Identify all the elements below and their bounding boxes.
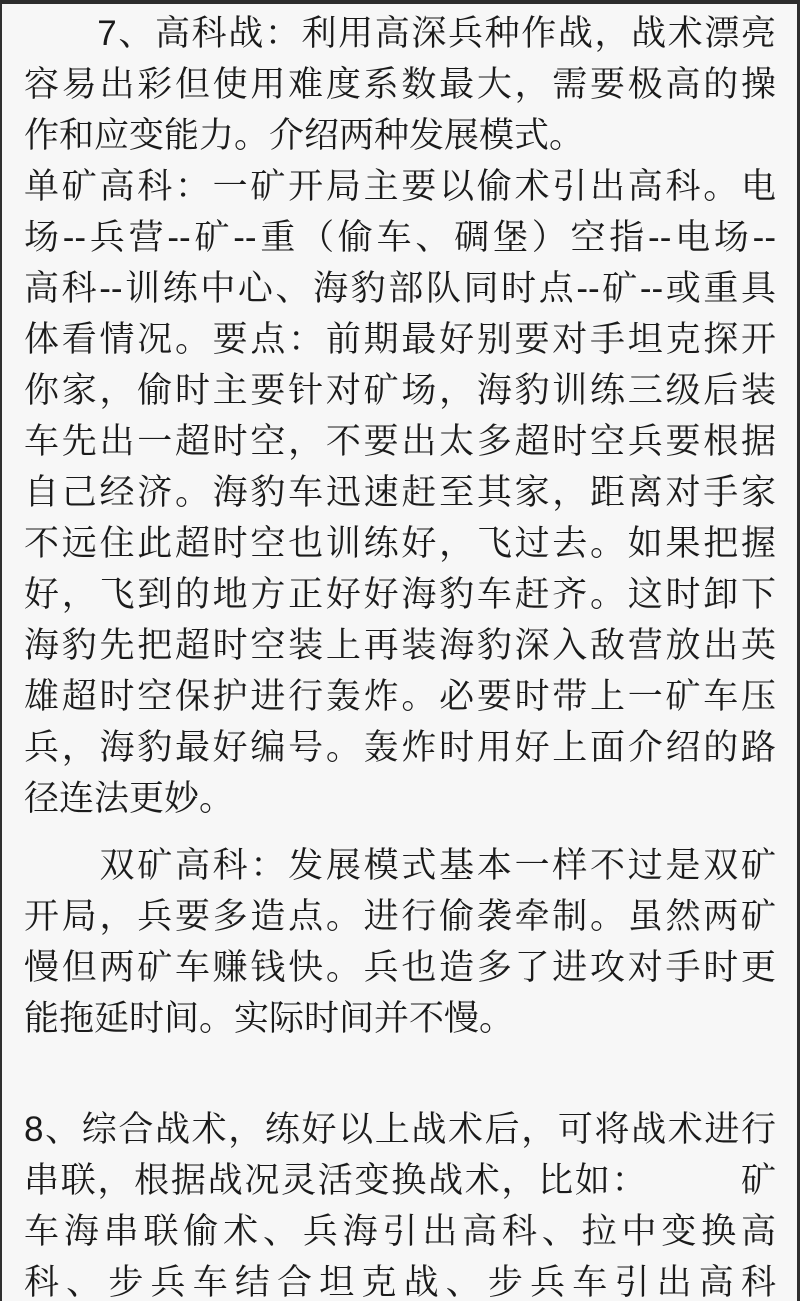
text-line: 雄超时空保护进行轰炸。必要时带上一矿车压: [24, 677, 776, 716]
paragraph-high-tech-intro: [24, 8, 776, 161]
text-line: 不远住此超时空也训练好，飞过去。如果把握: [24, 524, 776, 563]
text-line: 你家，偷时主要针对矿场，海豹训练三级后装: [24, 371, 776, 410]
text-line: 高科--训练中心、海豹部队同时点--矿--或重具: [24, 269, 776, 308]
text-line: 径连法更妙。: [24, 779, 235, 818]
text-line: 科、步兵车结合坦克战、步兵车引出高科: [24, 1263, 776, 1301]
text-line: 车先出一超时空，不要出太多超时空兵要根据: [24, 422, 776, 461]
text-line: 兵，海豹最好编号。轰炸时用好上面介绍的路: [24, 728, 776, 767]
paragraph-single-ore-high-tech: [24, 161, 776, 824]
text-line: 车海串联偷术、兵海引出高科、拉中变换高: [24, 1212, 776, 1251]
text-line: 场--兵营--矿--重（偷车、碉堡）空指--电场--: [24, 218, 776, 257]
text-line: 单矿高科：一矿开局主要以偷术引出高科。电: [24, 167, 776, 206]
text-line: 串联，根据战况灵活变换战术，比如： 矿: [24, 1161, 776, 1200]
paragraph-combined-tactics: [24, 1104, 776, 1301]
text-line: 开局，兵要多造点。进行偷袭牵制。虽然两矿: [24, 897, 776, 936]
text-line: 海豹先把超时空装上再装海豹深入敌营放出英: [24, 626, 776, 665]
text-line: 作和应变能力。介绍两种发展模式。: [24, 116, 585, 155]
paragraph-double-ore-high-tech: [24, 840, 776, 1044]
text-line: 慢但两矿车赚钱快。兵也造多了进攻对手时更: [24, 948, 776, 987]
text-line: 自己经济。海豹车迅速赶至其家，距离对手家: [24, 473, 776, 512]
text-line: 体看情况。要点：前期最好别要对手坦克探开: [24, 320, 776, 359]
text-line: 双矿高科：发展模式基本一样不过是双矿: [24, 846, 776, 885]
document-body: [2, 4, 797, 1301]
text-line: 7、高科战：利用高深兵种作战，战术漂亮: [24, 14, 776, 53]
text-line: 8、综合战术，练好以上战术后，可将战术进行: [24, 1110, 776, 1149]
text-line: 好，飞到的地方正好好海豹车赶齐。这时卸下: [24, 575, 776, 614]
text-line: 容易出彩但使用难度系数最大，需要极高的操: [24, 65, 776, 104]
text-line: 能拖延时间。实际时间并不慢。: [24, 999, 515, 1038]
